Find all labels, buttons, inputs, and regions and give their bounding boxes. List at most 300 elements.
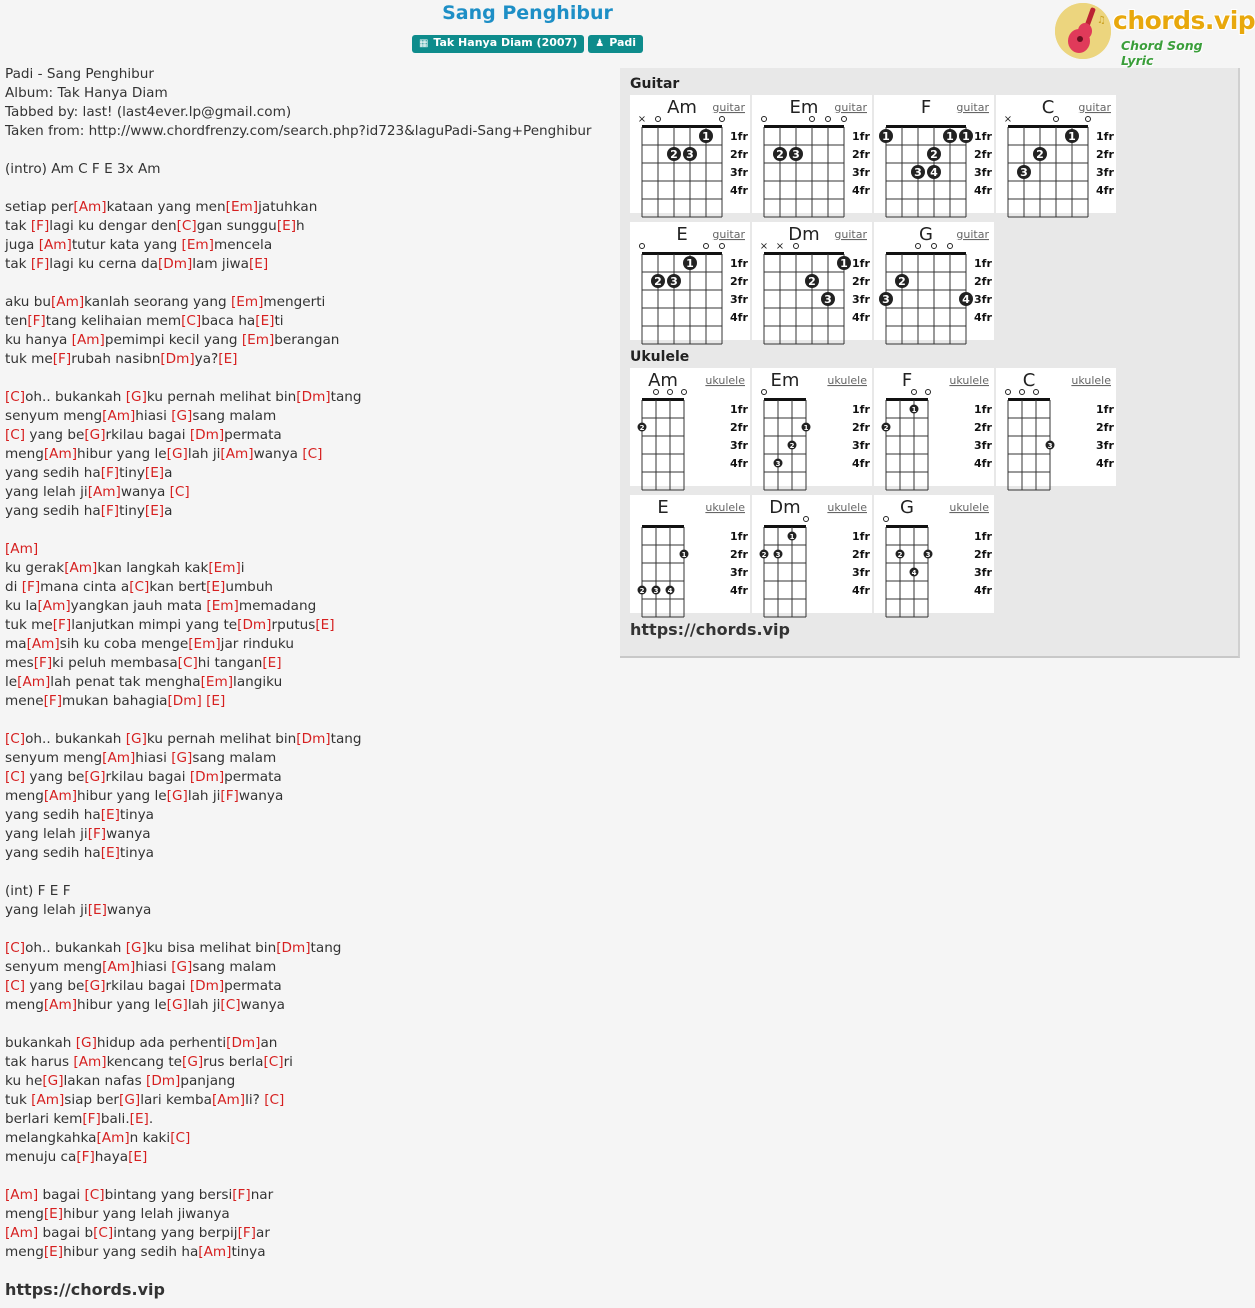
chord-marker[interactable]: [F] [30,256,50,272]
finger-number: 1 [1068,130,1076,143]
chord-marker[interactable]: [E] [128,1149,148,1165]
lyric-line [5,1015,615,1034]
chord-marker[interactable]: [C] [181,313,202,329]
chord-card-guitar-e[interactable] [630,222,750,340]
fret-label: 1fr [1096,403,1114,416]
chord-marker[interactable]: [F] [30,218,50,234]
finger-number: 1 [789,533,795,541]
open-string-marker [804,517,809,522]
chord-marker[interactable]: [Em] [230,294,264,310]
fret-label: 1fr [852,257,870,270]
chord-marker[interactable]: [Am] [102,959,136,975]
fret-label: 1fr [974,257,992,270]
chord-diagram-panel [620,68,1240,658]
album-badge-label: Tak Hanya Diam (2007) [433,36,578,49]
chord-marker[interactable]: [F] [33,655,53,671]
chord-marker[interactable]: [Am] [198,1244,232,1260]
chord-marker[interactable]: [E] [206,693,226,709]
chord-marker[interactable]: [G] [42,1073,64,1089]
lyric-line: mene[F]mukan bahagia[Dm] [E] [5,693,226,709]
finger-number: 3 [792,148,800,161]
open-string-marker [720,117,725,122]
open-string-marker [640,244,645,249]
fret-label: 2fr [852,148,870,161]
fret-label: 3fr [1096,166,1114,179]
lyric-line: le[Am]lah penat tak mengha[Em]langiku [5,674,283,690]
chord-marker[interactable]: [G] [75,1035,97,1051]
chord-marker[interactable]: [F] [52,617,72,633]
open-string-marker [656,117,661,122]
chord-marker[interactable]: [Dm] [160,351,195,367]
fret-label: 4fr [730,311,748,324]
chord-marker[interactable]: [C] [5,427,26,443]
lyric-line: tak harus [Am]kencang te[G]rus berla[C]ri [5,1054,293,1070]
muted-string-marker: × [759,241,769,252]
chord-marker[interactable]: [Dm] [226,1035,261,1051]
chord-marker[interactable]: [C] [84,1187,105,1203]
panel-site-link[interactable]: https://chords.vip [630,620,790,639]
finger-number: 1 [686,257,694,270]
chord-marker[interactable]: [C] [302,446,323,462]
open-string-marker [826,117,831,122]
finger-number: 1 [840,257,848,270]
lyric-line: yang lelah ji[F]wanya [5,826,151,842]
chord-name: Am [667,97,697,118]
chord-card-guitar-dm[interactable] [752,222,872,340]
lyric-line: [C]oh.. bukankah [G]ku pernah melihat bin[Dm]tang [5,389,362,405]
chord-diagram-c [996,368,1116,486]
muted-string-marker: × [775,241,785,252]
chord-marker[interactable]: [E] [43,1206,64,1222]
chord-marker[interactable]: [Dm] [189,978,225,994]
fret-label: 4fr [974,311,992,324]
lyric-line: meng[Am]hibur yang le[G]lah ji[C]wanya [5,997,285,1013]
chord-marker[interactable]: [F] [220,788,239,804]
finger-number: 3 [914,166,922,179]
chord-type-link: ukulele [705,501,745,514]
fret-label: 2fr [974,275,992,288]
chord-marker[interactable]: [E] [248,256,269,272]
chord-diagram-am [630,368,750,486]
chord-marker[interactable]: [Dm] [276,940,311,956]
fret-label: 3fr [852,293,870,306]
chord-marker[interactable]: [G] [84,978,106,994]
chord-marker[interactable]: [E] [276,218,297,234]
chord-marker[interactable]: [C] [264,1092,285,1108]
chord-marker[interactable]: [F] [232,1187,251,1203]
chord-card-guitar-g[interactable] [874,222,994,340]
chord-name: C [1022,370,1036,391]
chord-marker[interactable]: [C] [93,1225,114,1241]
finger-number: 1 [962,130,970,143]
chord-marker[interactable]: [Am] [220,446,254,462]
chord-marker[interactable]: [G] [119,1092,141,1108]
book-icon: ▦ [418,38,429,49]
chord-marker[interactable]: [E] [262,655,282,671]
chord-marker[interactable]: [Dm] [146,1073,181,1089]
lyric-line: juga [Am]tutur kata yang [Em]mencela [5,237,273,253]
chord-marker[interactable]: [C] [220,997,241,1013]
chord-marker[interactable]: [Am] [31,1092,65,1108]
chord-marker[interactable]: [Dm] [237,617,272,633]
chord-card-ukulele-c[interactable] [996,368,1116,486]
chord-type-link: ukulele [1071,374,1111,387]
chord-marker[interactable]: [Am] [37,598,71,614]
chord-marker[interactable]: [E] [129,1111,149,1127]
finger-number: 3 [775,551,781,559]
chord-marker[interactable]: [G] [182,1054,204,1070]
lyric-line: Taken from: http://www.chordfrenzy.com/search.php?id723&laguPadi-Sang+Penghibur [5,123,592,139]
muted-string-marker: × [637,114,647,125]
chord-marker[interactable]: [E] [100,807,120,823]
lyric-line: (int) F E F [5,883,71,899]
chord-marker[interactable]: [Am] [43,997,78,1013]
fret-label: 1fr [852,530,870,543]
open-string-marker [762,117,767,122]
chord-marker[interactable]: [C] [176,218,197,234]
chord-marker[interactable]: [G] [166,788,188,804]
fret-label: 1fr [730,403,748,416]
fret-label: 3fr [730,293,748,306]
open-string-marker [948,244,953,249]
fret-label: 3fr [974,439,992,452]
chord-name: F [901,370,913,391]
chord-marker[interactable]: [E] [100,845,120,861]
chord-marker[interactable]: [Em] [241,332,275,348]
chord-marker[interactable]: [C] [177,655,198,671]
chord-marker[interactable]: [Dm] [189,427,225,443]
site-logo[interactable] [1055,3,1255,68]
lyric-line: yang lelah ji[E]wanya [5,902,152,918]
chord-marker[interactable]: [C] [5,940,26,956]
lyric-line: ma[Am]sih ku coba menge[Em]jar rinduku [5,636,294,652]
chord-marker[interactable]: [F] [52,351,72,367]
fret-label: 4fr [852,584,870,597]
fret-label: 1fr [974,130,992,143]
chord-marker[interactable]: [C] [5,731,26,747]
chord-marker[interactable]: [E] [255,313,275,329]
chord-marker[interactable]: [E] [43,1244,64,1260]
fret-label: 4fr [974,184,992,197]
user-icon: ♟ [595,38,605,49]
chord-marker[interactable]: [F] [87,826,107,842]
chord-marker[interactable]: [Am] [87,484,121,500]
finger-number: 2 [670,148,678,161]
chord-diagram-g [874,222,994,340]
chord-marker[interactable]: [F] [21,579,41,595]
lyric-line: ku he[G]lakan nafas [Dm]panjang [5,1073,236,1089]
fret-label: 3fr [974,293,992,306]
chord-type-link: ukulele [827,501,867,514]
fret-label: 2fr [974,548,992,561]
fret-label: 2fr [852,548,870,561]
chord-name: G [900,497,914,518]
lyric-line: Padi - Sang Penghibur [5,66,154,82]
chord-name: Dm [788,224,820,245]
chord-card-ukulele-e[interactable] [630,495,750,613]
chord-type-link: guitar [834,228,867,241]
finger-number: 1 [702,130,710,143]
artist-badge[interactable] [588,35,643,53]
chord-marker[interactable]: [Am] [73,199,107,215]
chord-type-link: ukulele [827,374,867,387]
chord-marker[interactable]: [G] [125,940,147,956]
chord-nut [764,525,806,528]
lyric-line: meng[E]hibur yang sedih ha[Am]tinya [5,1244,266,1260]
logo-text: chords.vip [1113,6,1255,35]
chord-card-ukulele-f[interactable] [874,368,994,486]
lyric-line: meng[Am]hibur yang le[G]lah ji[Am]wanya [C] [5,446,323,462]
lyric-line: ku hanya [Am]pemimpi kecil yang [Em]berangan [5,332,340,348]
chord-name: E [657,497,669,518]
open-string-marker [1006,390,1011,395]
lyric-line [5,1167,615,1186]
lyric-line: tuk [Am]siap ber[G]lari kemba[Am]li? [C] [5,1092,285,1108]
chord-marker[interactable]: [Am] [102,408,136,424]
open-string-marker [682,390,687,395]
chord-marker[interactable]: [F] [237,1225,256,1241]
chord-marker[interactable]: [Dm] [167,693,202,709]
badge-row [0,35,1055,53]
chord-nut [886,125,966,128]
chord-nut [764,398,806,401]
finger-number: 4 [911,569,917,577]
chord-nut [764,125,844,128]
lyric-line: setiap per[Am]kataan yang men[Em]jatuhkan [5,199,318,215]
chord-marker[interactable]: [F] [43,693,63,709]
chord-marker[interactable]: [Am] [17,674,51,690]
chord-marker[interactable]: [E] [315,617,335,633]
lyric-line: meng[E]hibur yang lelah jiwanya [5,1206,230,1222]
chord-card-ukulele-g[interactable] [874,495,994,613]
lyric-line: [Am] bagai b[C]intang yang berpij[F]ar [5,1225,270,1241]
chord-name: F [920,97,932,118]
muted-string-marker: × [1003,114,1013,125]
lyric-line: yang sedih ha[F]tiny[E]a [5,503,173,519]
chord-marker[interactable]: [F] [27,313,46,329]
chord-marker[interactable]: [Em] [206,598,239,614]
finger-number: 4 [930,166,938,179]
lyric-line: yang sedih ha[E]tinya [5,807,154,823]
chord-marker[interactable]: [F] [82,1111,101,1127]
chord-marker[interactable]: [Am] [73,1054,107,1070]
chord-marker[interactable]: [Am] [43,788,78,804]
album-badge[interactable] [412,35,584,53]
open-string-marker [704,244,709,249]
chord-marker[interactable]: [Am] [64,560,98,576]
lyric-line: (intro) Am C F E 3x Am [5,161,161,177]
finger-number: 1 [911,406,917,414]
fret-label: 2fr [852,421,870,434]
open-string-marker [720,244,725,249]
chord-marker[interactable]: [G] [166,446,188,462]
chord-marker[interactable]: [C] [263,1054,284,1070]
chord-marker[interactable]: [C] [129,579,150,595]
chord-nut [642,398,684,401]
chord-marker[interactable]: [Dm] [157,256,193,272]
finger-number: 3 [925,551,931,559]
lyric-line: yang sedih ha[F]tiny[E]a [5,465,173,481]
fret-label: 2fr [730,275,748,288]
chord-marker[interactable]: [E] [218,351,238,367]
chord-type-link: guitar [712,228,745,241]
fret-label: 2fr [974,148,992,161]
chord-diagram-c [996,95,1116,213]
chord-diagram-e [630,495,750,613]
chord-marker[interactable]: [Dm] [189,769,225,785]
fret-label: 3fr [730,566,748,579]
chord-marker[interactable]: [Am] [5,1225,39,1241]
open-string-marker [762,390,767,395]
chord-diagram-g [874,495,994,613]
finger-number: 3 [653,587,659,595]
chord-marker[interactable]: [G] [125,731,147,747]
chord-type-link: guitar [956,228,989,241]
chord-marker[interactable]: [E] [206,579,226,595]
chord-marker[interactable]: [Am] [5,1187,39,1203]
lyric-line: bukankah [G]hidup ada perhenti[Dm]an [5,1035,278,1051]
lyric-line [5,920,615,939]
chord-marker[interactable]: [Am] [96,1130,130,1146]
fret-label: 1fr [730,130,748,143]
lyric-line: ku la[Am]yangkan jauh mata [Em]memadang [5,598,317,614]
chord-marker[interactable]: [G] [125,389,147,405]
artist-badge-label: Padi [609,36,637,49]
chord-nut [1008,125,1088,128]
chord-type-link: guitar [712,101,745,114]
chord-nut [642,125,722,128]
chord-nut [886,525,928,528]
chord-marker[interactable]: [Em] [188,636,221,652]
open-string-marker [1034,390,1039,395]
fret-label: 2fr [1096,421,1114,434]
chord-marker[interactable]: [G] [171,408,193,424]
ukulele-section-label: Ukulele [630,349,690,365]
finger-number: 1 [946,130,954,143]
chord-nut [1008,398,1050,401]
chord-nut [886,252,966,255]
lyrics-block [5,65,615,1262]
chord-marker[interactable]: [E] [144,465,165,481]
finger-number: 1 [803,424,809,432]
chord-marker[interactable]: [E] [87,902,107,918]
fret-label: 3fr [730,166,748,179]
chord-name: Am [648,370,678,391]
chord-card-guitar-f[interactable] [874,95,994,213]
chord-marker[interactable]: [Am] [5,541,39,557]
chord-marker[interactable]: [C] [5,769,26,785]
open-string-marker [926,390,931,395]
fret-label: 4fr [730,457,748,470]
lyric-line: Album: Tak Hanya Diam [5,85,168,101]
lyric-line [5,179,615,198]
finger-number: 1 [681,551,687,559]
fret-label: 1fr [852,130,870,143]
chord-marker[interactable]: [Dm] [296,731,331,747]
chord-marker[interactable]: [Em] [225,199,259,215]
guitar-icon [1055,3,1111,59]
chord-marker[interactable]: [F] [100,503,120,519]
fret-label: 2fr [1096,148,1114,161]
chord-marker[interactable]: [G] [84,769,106,785]
chord-marker[interactable]: [G] [84,427,106,443]
fret-label: 1fr [1096,130,1114,143]
chord-marker[interactable]: [Am] [26,636,60,652]
finger-number: 1 [882,130,890,143]
chord-marker[interactable]: [Am] [211,1092,246,1108]
fret-label: 1fr [730,530,748,543]
lyric-line [5,369,615,388]
chord-card-ukulele-dm[interactable] [752,495,872,613]
fret-label: 1fr [974,403,992,416]
chord-marker[interactable]: [C] [170,1130,191,1146]
chord-nut [642,525,684,528]
chord-marker[interactable]: [Em] [208,560,241,576]
footer-site-link[interactable]: https://chords.vip [5,1280,165,1299]
lyric-line: [C]oh.. bukankah [G]ku bisa melihat bin[Dm]tang [5,940,342,956]
chord-marker[interactable]: [Am] [38,237,72,253]
finger-number: 3 [775,460,781,468]
chord-type-link: ukulele [705,374,745,387]
chord-name: E [676,224,688,245]
finger-number: 2 [898,275,906,288]
finger-number: 3 [824,293,832,306]
chord-marker[interactable]: [C] [5,389,26,405]
lyric-line: ten[F]tang kelihaian mem[C]baca ha[E]ti [5,313,284,329]
lyric-line: tuk me[F]rubah nasibn[Dm]ya?[E] [5,351,238,367]
fret-label: 4fr [1096,184,1114,197]
chord-marker[interactable]: [C] [169,484,190,500]
chord-marker[interactable]: [Am] [50,294,85,310]
fret-label: 3fr [974,166,992,179]
chord-marker[interactable]: [Em] [181,237,214,253]
chord-diagram-f [874,95,994,213]
chord-marker[interactable]: [Am] [43,446,78,462]
chord-card-guitar-em[interactable] [752,95,872,213]
finger-number: 2 [883,424,889,432]
chord-card-guitar-am[interactable] [630,95,750,213]
finger-number: 2 [639,424,645,432]
finger-number: 4 [667,587,673,595]
chord-card-guitar-c[interactable] [996,95,1116,213]
chord-marker[interactable]: [Dm] [296,389,331,405]
finger-number: 2 [789,442,795,450]
chord-marker[interactable]: [Am] [71,332,105,348]
chord-marker[interactable]: [C] [5,978,26,994]
chord-marker[interactable]: [Am] [102,750,136,766]
chord-type-link: ukulele [949,501,989,514]
finger-number: 2 [1036,148,1044,161]
chord-marker[interactable]: [E] [144,503,165,519]
page-title: Sang Penghibur [442,2,613,24]
lyric-line: [C] yang be[G]rkilau bagai [Dm]permata [5,769,282,785]
chord-marker[interactable]: [G] [171,959,193,975]
chord-marker[interactable]: [F] [100,465,120,481]
chord-marker[interactable]: [F] [76,1149,95,1165]
chord-marker[interactable]: [Em] [200,674,234,690]
lyric-line [5,521,615,540]
finger-number: 2 [897,551,903,559]
chord-marker[interactable]: [G] [171,750,193,766]
lyric-line: senyum meng[Am]hiasi [G]sang malam [5,750,277,766]
fret-label: 1fr [974,530,992,543]
finger-number: 3 [686,148,694,161]
chord-card-ukulele-am[interactable] [630,368,750,486]
lyric-line [5,141,615,160]
chord-card-ukulele-em[interactable] [752,368,872,486]
chord-marker[interactable]: [G] [166,997,188,1013]
open-string-marker [884,517,889,522]
